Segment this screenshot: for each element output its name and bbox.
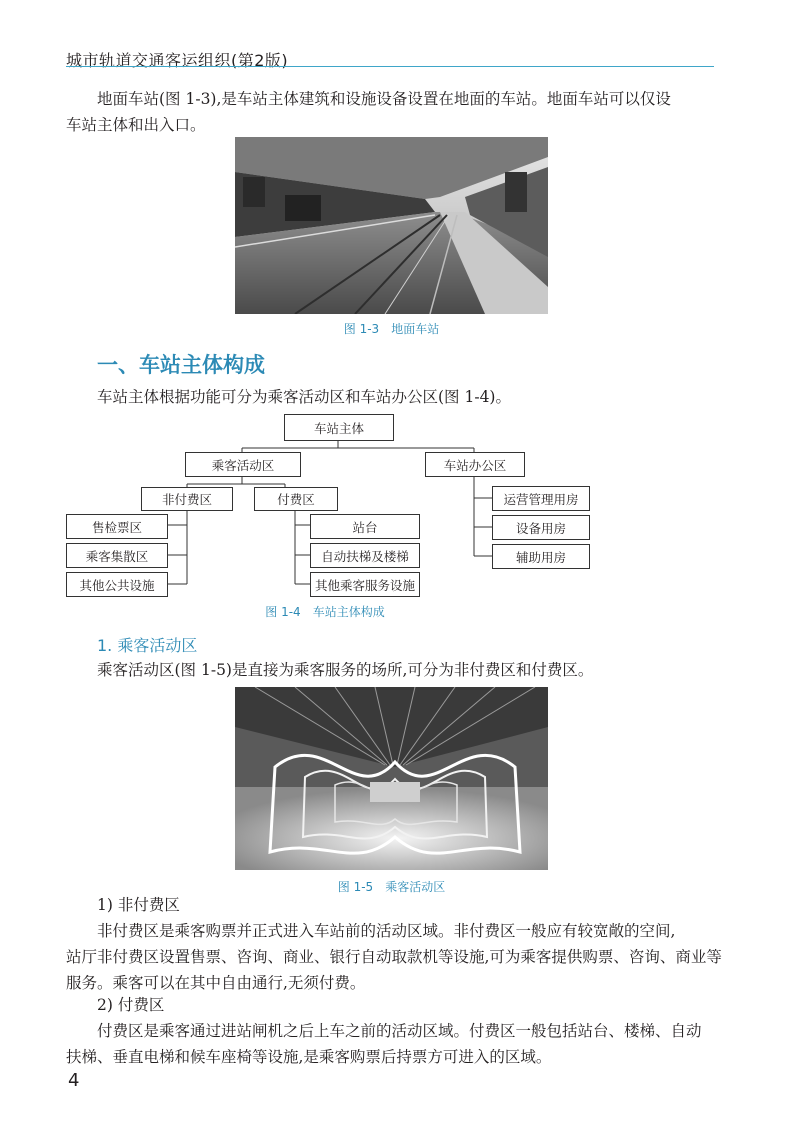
unpaid-item-box: 售检票区	[66, 514, 168, 539]
item-1-line-2: 站厅非付费区设置售票、咨询、商业、银行自动取款机等设施,可为乘客提供购票、咨询、商业等	[66, 948, 722, 966]
section-paragraph: 车站主体根据功能可分为乘客活动区和车站办公区(图 1-4)。	[97, 388, 511, 406]
section-heading: 一、车站主体构成	[97, 353, 265, 377]
passenger-area-photo	[235, 687, 548, 870]
item-1-label: 1) 非付费区	[97, 896, 180, 914]
subsection-heading: 1. 乘客活动区	[97, 636, 198, 655]
running-header: 城市轨道交通客运组织(第2版)	[66, 51, 289, 70]
paid-area-box: 付费区	[254, 487, 338, 511]
page-number: 4	[68, 1070, 80, 1091]
intro-line-2: 车站主体和出入口。	[66, 116, 206, 134]
paid-item-box: 其他乘客服务设施	[310, 572, 420, 597]
unpaid-area-box: 非付费区	[141, 487, 233, 511]
paid-item-box: 自动扶梯及楼梯	[310, 543, 420, 568]
office-item-box: 辅助用房	[492, 544, 590, 569]
item-2-label: 2) 付费区	[97, 996, 165, 1014]
unpaid-item-box: 其他公共设施	[66, 572, 168, 597]
subsection-paragraph: 乘客活动区(图 1-5)是直接为乘客服务的场所,可分为非付费区和付费区。	[97, 661, 594, 679]
item-2-line-1: 付费区是乘客通过进站闸机之后上车之前的活动区域。付费区一般包括站台、楼梯、自动	[97, 1022, 702, 1040]
office-item-box: 设备用房	[492, 515, 590, 540]
item-1-line-1: 非付费区是乘客购票并正式进入车站前的活动区域。非付费区一般应有较宽敞的空间,	[97, 922, 676, 940]
figure-1-3-caption: 图 1-3 地面车站	[343, 322, 440, 336]
item-2-line-2: 扶梯、垂直电梯和候车座椅等设施,是乘客购票后持票方可进入的区域。	[66, 1048, 552, 1066]
item-1-line-3: 服务。乘客可以在其中自由通行,无须付费。	[66, 974, 366, 992]
figure-1-4-caption: 图 1-4 车站主体构成	[265, 605, 385, 619]
diagram-root-box: 车站主体	[284, 414, 394, 441]
unpaid-item-box: 乘客集散区	[66, 543, 168, 568]
paid-item-box: 站台	[310, 514, 420, 539]
office-item-box: 运营管理用房	[492, 486, 590, 511]
figure-1-5-caption: 图 1-5 乘客活动区	[337, 880, 446, 894]
office-area-box: 车站办公区	[425, 452, 525, 477]
item-1-paragraph	[66, 918, 726, 996]
intro-line-1: 地面车站(图 1-3),是车站主体建筑和设施设备设置在地面的车站。地面车站可以仅设	[97, 90, 671, 108]
passenger-area-box: 乘客活动区	[185, 452, 301, 477]
item-2-paragraph	[66, 1018, 726, 1070]
